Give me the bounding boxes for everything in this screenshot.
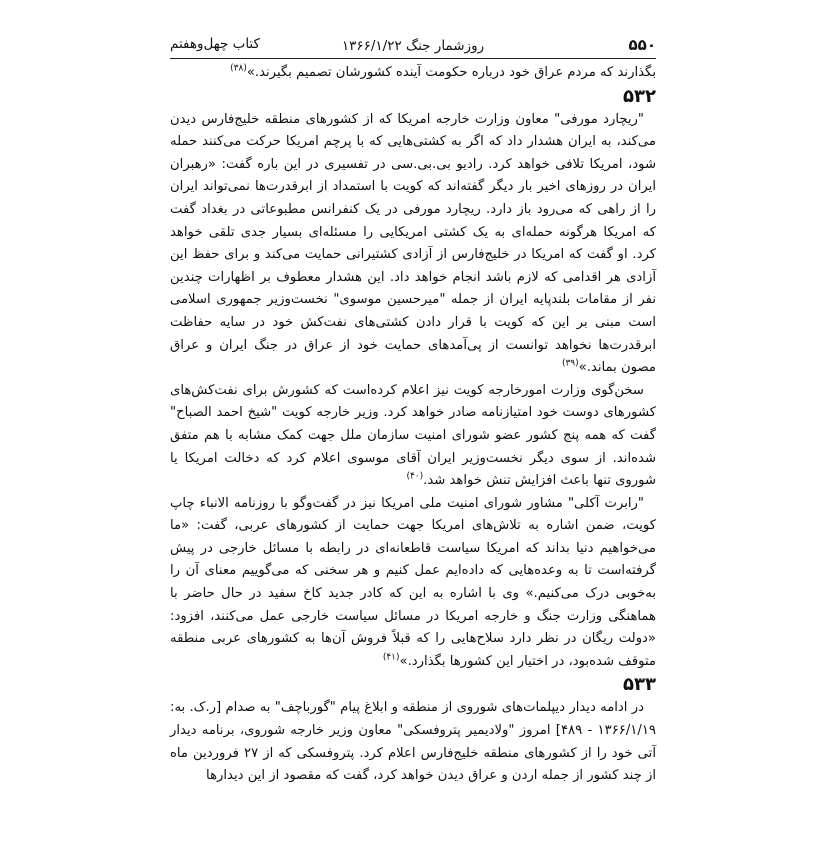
paragraph-text: "رابرت آکلی" مشاور شورای امنیت ملی امریکا نیز در گفت‌وگو با روزنامه الانباء چاپ کویت، ضمن اشاره به تلاش‌های امریکا جهت حمایت از کشورهای عربی، گفت: «ما می‌خواهیم دنیا بداند که امریکا سیاست قاطعانه‌ای در رابطه با مسائل خارجی در پیش گرفته‌است تا به وعده‌هایی که داده‌ایم عمل کنیم و هر سخنی که می‌گوییم معنای آن را به‌خوبی درک می‌کنیم.» وی با اشاره به این که کادر جدید کاخ سفید در حال حاضر با هماهنگی وزارت جنگ و خارجه امریکا در مسائل سیاست خارجی عمل می‌کنند، افزود: «دولت ریگان در نظر دارد سلاح‌هایی را که قبلاً فروش آن‌ها به کشورهای عربی منطقه متوقف شده‌بود، در اختیار این کشورها بگذارد.» [170,495,656,669]
body-text [170,62,656,788]
paragraph [170,697,656,787]
paragraph [170,380,656,493]
chronicle-title: روزشمار جنگ ۱۳۶۶/۱/۲۲ [341,38,485,54]
paragraph-text: بگذارند که مردم عراق خود درباره حکومت آینده کشورشان تصمیم بگیرند.» [246,65,656,80]
entry-number: ۵۳۲ [623,85,656,107]
paragraph [170,493,656,674]
footnote-ref: (۳۹) [561,358,579,369]
footnote-ref: (۳۸) [230,63,247,74]
footnote-ref: (۴۰) [406,471,424,482]
paragraph [170,62,656,85]
footnote-ref: (۴۱) [382,652,400,663]
paragraph-text: سخن‌گوی وزارت امورخارجه کویت نیز اعلام کرده‌است که کشورش برای نفت‌کش‌های کشورهای دوست خود امتیازنامه صادر خواهد کرد. وزیر خارجه کویت "شیخ احمد الصباح" گفت که همه پنج کشور عضو شورای امنیت سازمان ملل جهت کمک مشابه با هم متفق شده‌اند. از سوی دیگر نخست‌وزیر ایران آقای موسوی اعلام کرد که دخالت امریکا یا شوروی تنها باعث افزایش تنش خواهد شد. [170,382,656,489]
book-title: کتاب چهل‌وهفتم [170,36,260,52]
page-number: ۵۵۰ [628,36,656,54]
running-head [170,34,656,59]
paragraph-text: "ریچارد مورفی" معاون وزارت خارجه امریکا که از کشورهای منطقه خلیج‌فارس دیدن می‌کند، به ایران هشدار داد که اگر به کشتی‌هایی که با پرچم امریکا حرکت می‌کنند حمله شود، امریکا تلافی خواهد کرد. رادیو بی.بی.سی در تفسیری در این باره گفت: «رهبران ایران در روزهای اخیر بار دیگر گفته‌اند که کویت با استمداد از ابرقدرت‌ها نمی‌تواند ایران را از راهی که می‌رود باز دارد. ریچارد مورفی در یک کنفرانس مطبوعاتی در بغداد گفت که امریکا هرگونه حمله‌ای به یک کشتی امریکایی را مسئله‌ای بسیار جدی تلقی خواهد کرد. او گفت که امریکا در خلیج‌فارس از آزادی کشتیرانی حمایت می‌کند و برای حفظ این آزادی هر اقدامی که لازم باشد انجام خواهد داد. این هشدار معطوف بر اظهارات چندین نفر از مقامات بلندپایه ایران از جمله "میرحسین موسوی" نخست‌وزیر جمهوری اسلامی است مبنی بر این که کویت با قرار دادن کشتی‌های نفت‌کش خود در سایه حفاظت ابرقدرت‌ها نخواهد توانست از پی‌آمدهای حمایت خود از عراق در جنگ ایران و عراق مصون بماند.» [170,111,656,376]
entry-number: ۵۳۳ [623,674,656,696]
paragraph [170,109,656,380]
paragraph-text: در ادامه دیدار دیپلمات‌های شوروی از منطقه و ابلاغ پیام "گورباچف" به صدام [ر.ک. به: ۱۳۶۶/۱/۱۹ - ۴۸۹] امروز "ولادیمیر پتروفسکی" معاون وزیر خارجه شوروی، برنامه دیدار آتی خود را از کشورهای منطقه خلیج‌فارس اعلام کرد. پتروفسکی که از ۲۷ فروردین ماه از چند کشور از جمله اردن و عراق دیدن خواهد کرد، گفت که مقصود از این دیدارها [170,700,657,784]
